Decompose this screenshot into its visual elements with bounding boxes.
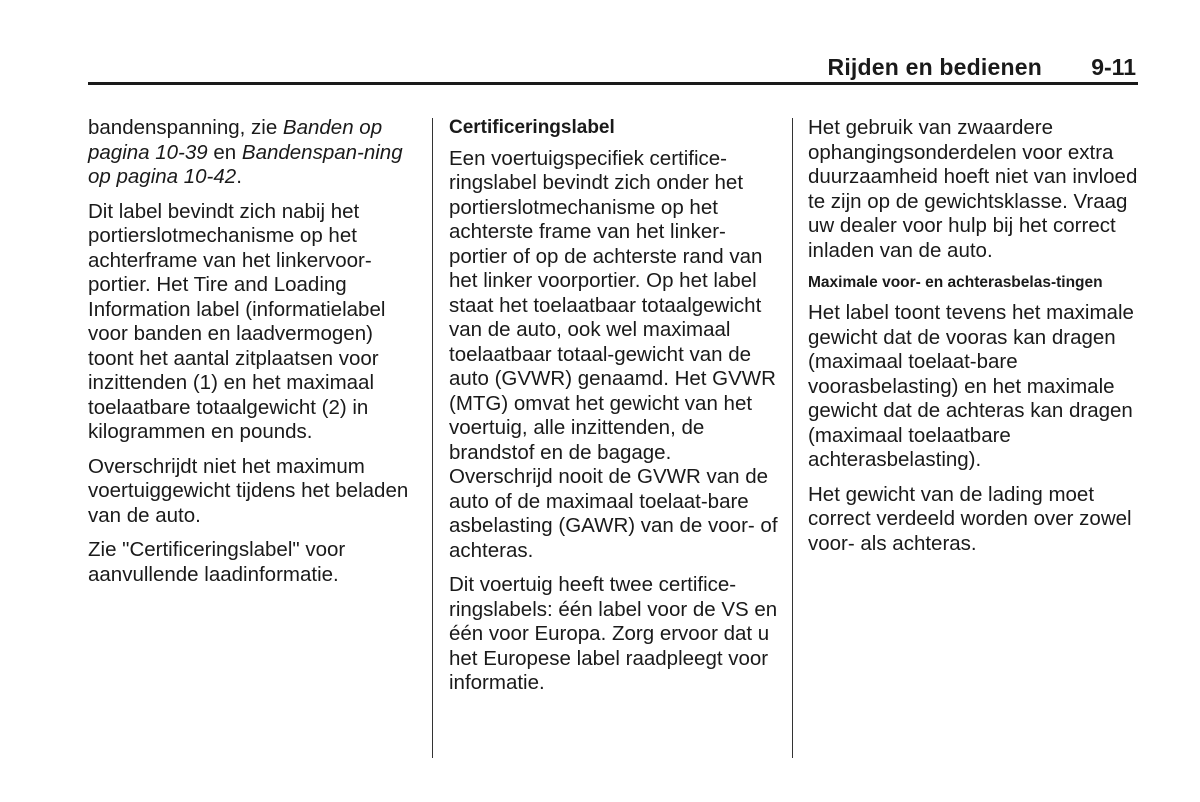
cross-reference-link: Banden op pagina 10-39 [88,116,383,164]
paragraph-label-location: Dit label bevindt zich nabij het portierslotmechanisme op het achterframe van het linkervoor-portier. Het Tire and Loading Information label (informatielabel voor banden en laadvermogen) toont het aantal zitplaatsen voor inzittenden (1) en het maximaal toelaatbare totaalgewicht (2) in kilogrammen en pounds. [88,199,386,443]
paragraph-two-labels: Dit voertuig heeft twee certifice-ringslabels: één label voor de VS en één voor Europa. Zorg ervoor dat u het Europese label raadpleegt voor informatie. [449,573,778,694]
text-run: bandenspanning, zie [88,116,283,139]
column-middle [449,116,779,706]
column-divider [792,118,793,758]
paragraph-max-weight: Overschrijdt niet het maximum voertuiggewicht tijdens het beladen van de auto. [88,454,409,527]
paragraph-load-distribution: Het gewicht van de lading moet correct verdeeld worden over zowel voor- als achteras. [808,482,1132,555]
text-run: . [236,165,242,188]
page-number: 9-11 [1091,54,1136,80]
section-title: Rijden en bedienen [827,54,1042,80]
subsection-heading: Maximale voor- en achterasbelas-tingen [808,274,1103,291]
column-left [88,116,418,597]
page-header [88,52,1138,85]
cross-reference-link: Bandenspan-ning op pagina 10-42 [88,140,403,188]
paragraph-axle-weight: Het label toont tevens het maximale gewicht dat de vooras kan dragen (maximaal toelaat-bare voorasbelasting) en het maximale gewicht dat de achteras kan dragen (maximaal toelaatbare achterasbelasting). [808,301,1134,471]
column-divider [432,118,433,758]
text-run: en [207,140,242,164]
section-heading: Certificeringslabel [449,117,615,138]
paragraph-see-certification: Zie "Certificeringslabel" voor aanvullende laadinformatie. [88,538,346,586]
paragraph-suspension: Het gebruik van zwaardere ophangingsonderdelen voor extra duurzaamheid hoeft niet van invloed te zijn op de gewichtsklasse. Vraag uw dealer voor hulp bij het correct inladen van de auto. [808,116,1138,262]
column-right [808,116,1138,566]
paragraph-tire-reference [88,116,418,190]
paragraph-certification-label: Een voertuigspecifiek certifice-ringslabel bevindt zich onder het portierslotmechanisme op het achterste frame van het linker-portier of op de achterste rand van het linker voorportier. Op het label staat het toelaatbaar totaalgewicht van de auto, ook wel maximaal toelaatbaar totaal-gewicht van de auto (GVWR) genaamd. Het GVWR (MTG) omvat het gewicht van het voertuig, alle inzittenden, de brandstof en de bagage. Overschrijd nooit de GVWR van de auto of de maximaal toelaat-bare asbelasting (GAWR) van de voor- of achteras. [449,146,778,562]
